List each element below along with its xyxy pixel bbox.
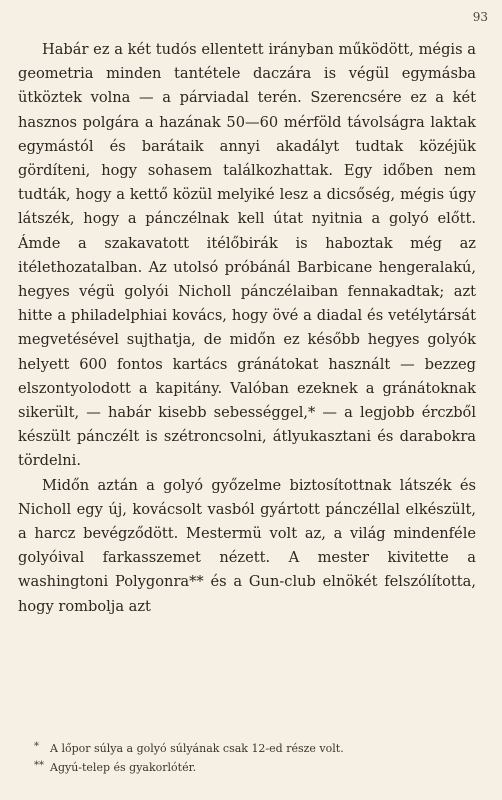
body-text (18, 38, 476, 619)
paragraph-1: Habár ez a két tudós ellentett irányban működött, mégis a geometria minden tantétele daczára is végül egymásba ütköztek volna — a párviadal terén. Szerencsére ez a két hasznos polgára a hazának 50—60 mérföld távolságra laktak egymástól és barátaik annyi akadályt tudtak közéjük gördíteni, hogy sohasem találkozhattak. Egy időben nem tudták, hogy a kettő közül melyiké lesz a dicsőség, mégis úgy látszék, hogy a pánczélnak kell útat nyitnia a golyó előtt. Ámde a szakavatott itélőbirák is haboztak még az itélethozatalban. Az utolsó próbánál Barbicane hengeralakú, hegyes végü golyói Nicholl pánczélaiban fennakadtak; azt hitte a philadelphiai kovács, hogy övé a diadal és vetélytársát megvetésével sujthatja, de midőn ez később hegyes golyók helyett 600 fontos kartács gránátokat használt — bezzeg elszontyolodott a kapitány. Valóban ezeknek a gránátoknak sikerült, — habár kisebb sebességgel,* — a legjobb érczből készült pánczélt is szétroncsolni, átlyukasztani és darabokra tördelni. (18, 41, 476, 470)
footnotes (34, 738, 474, 776)
paragraph-2: Midőn aztán a golyó győzelme biztosítottnak látszék és Nicholl egy új, kovácsolt vasból gyártott pánczéllal elkészült, a harcz bevégződött. Mestermü volt az, a világ mindenféle golyóival farkasszemet nézett. A mester kivitette a washingtoni Polygonra** és a Gun-club elnökét felszólította, hogy rombolja azt (18, 476, 476, 615)
footnote-1-text: A lőpor súlya a golyó súlyának csak 12-ed része volt. (50, 742, 344, 755)
footnote-2 (34, 757, 474, 776)
footnote-1 (34, 738, 474, 757)
footnote-2-text: Agyú-telep és gyakorlótér. (50, 761, 197, 774)
footnote-2-mark: ** (34, 760, 44, 771)
page-number: 93 (472, 10, 488, 24)
footnote-1-mark: * (34, 741, 39, 752)
